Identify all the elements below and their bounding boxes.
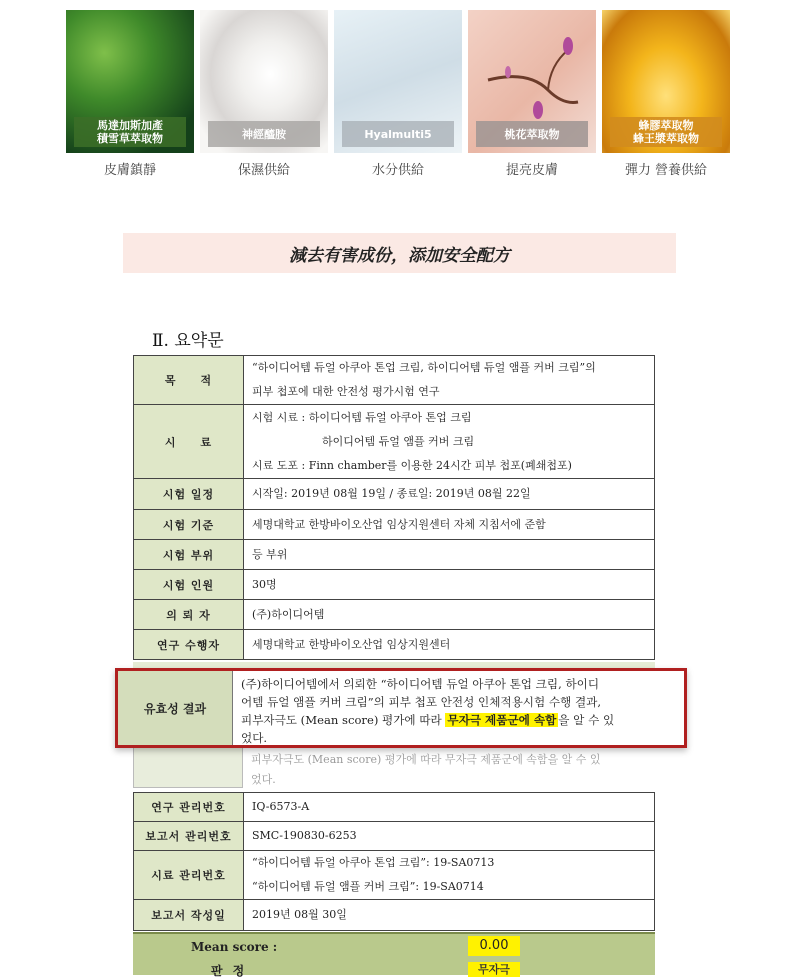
water-photo bbox=[334, 10, 462, 153]
row-label: 시험 일정 bbox=[134, 479, 244, 510]
mean-score-label: Mean score : bbox=[191, 940, 278, 954]
row-value: 30명 bbox=[244, 570, 655, 600]
table-row bbox=[134, 405, 655, 479]
document-heading: Ⅱ. 요약문 bbox=[152, 331, 224, 351]
table-row bbox=[134, 356, 655, 405]
row-value: “하이디어템 듀얼 아쿠아 톤업 크림”: 19-SA0713 “하이디어템 듀얼 앰플 커버 크림”: 19-SA0714 bbox=[244, 851, 655, 900]
summary-table bbox=[133, 355, 655, 660]
ingredient-caption: 水分供給 bbox=[371, 163, 424, 178]
table-row bbox=[134, 630, 655, 660]
ingredient-card bbox=[200, 10, 328, 178]
row-label: 보고서 작성일 bbox=[134, 900, 244, 931]
table-row bbox=[134, 540, 655, 570]
ingredient-caption: 保濕供給 bbox=[237, 163, 290, 178]
table-row bbox=[134, 479, 655, 510]
highlighted-result: 무자극 제품군에 속함 bbox=[447, 713, 557, 727]
mean-score-panel bbox=[133, 932, 655, 978]
row-label: 보고서 관리번호 bbox=[134, 822, 244, 851]
ingredient-card bbox=[468, 10, 596, 178]
row-value: 시험 시료 : 하이디어템 듀얼 아쿠아 톤업 크림 하이디어템 듀얼 앰플 커버 크림 시료 도포 : Finn chamber를 이용한 24시간 피부 첩포(폐쇄첩포) bbox=[244, 405, 655, 479]
ingredient-card bbox=[602, 10, 730, 178]
table-row bbox=[134, 600, 655, 630]
ingredient-tag: 桃花萃取物 bbox=[476, 121, 588, 147]
ingredient-caption: 提亮皮膚 bbox=[505, 163, 558, 178]
table-row bbox=[134, 900, 655, 931]
row-value: 시작일: 2019년 08월 19일 / 종료일: 2019년 08월 22일 bbox=[244, 479, 655, 510]
row-value: (주)하이디어템 bbox=[244, 600, 655, 630]
row-value: SMC-190830-6253 bbox=[244, 822, 655, 851]
row-label: 시험 부위 bbox=[134, 540, 244, 570]
callout-text: (주)하이디어템에서 의뢰한 “하이디어템 듀얼 아쿠아 톤업 크림, 하이디 어템 듀얼 앰플 커버 크림”의 피부 첩포 안전성 인체적용시험 수행 결과, 피부자극도 (Mean score) 평가에 따라 무자극 제품군에 속함 을 알 수 있 었다. bbox=[241, 677, 615, 745]
safety-banner bbox=[123, 233, 676, 273]
ceramide-photo bbox=[200, 10, 328, 153]
row-label: 연구 수행자 bbox=[134, 630, 244, 660]
row-label: 의 뢰 자 bbox=[134, 600, 244, 630]
table-row bbox=[134, 793, 655, 822]
efficacy-result-callout bbox=[115, 668, 687, 748]
ingredient-card bbox=[334, 10, 462, 178]
table-row bbox=[134, 510, 655, 540]
table-row bbox=[134, 822, 655, 851]
row-label: 시 료 bbox=[134, 405, 244, 479]
judgement-value: 무자극 bbox=[468, 962, 520, 977]
mean-score-value: 0.00 bbox=[468, 936, 520, 956]
row-label: 시료 관리번호 bbox=[134, 851, 244, 900]
row-label: 연구 관리번호 bbox=[134, 793, 244, 822]
ingredient-caption: 皮膚鎮靜 bbox=[103, 163, 156, 178]
centella-photo bbox=[66, 10, 194, 153]
banner-text: 減去有害成份，添加安全配方 bbox=[289, 245, 510, 266]
row-label: 시험 기준 bbox=[134, 510, 244, 540]
ingredient-tag: 神經醯胺 bbox=[208, 121, 320, 147]
ingredient-strip bbox=[66, 10, 736, 180]
ingredient-tag: 馬達加斯加產 積雪草萃取物 bbox=[74, 117, 186, 147]
ingredient-card bbox=[66, 10, 194, 178]
summary-table-continued bbox=[133, 792, 655, 931]
judgement-label: 판정 bbox=[211, 964, 255, 978]
row-value: IQ-6573-A bbox=[244, 793, 655, 822]
honey-photo bbox=[602, 10, 730, 153]
row-value: “하이디어템 듀얼 아쿠아 톤업 크림, 하이디어템 듀얼 앰플 커버 크림”의 피부 첩포에 대한 안전성 평가시험 연구 bbox=[244, 356, 655, 405]
row-label: 시험 인원 bbox=[134, 570, 244, 600]
table-row bbox=[134, 851, 655, 900]
row-value: 2019년 08월 30일 bbox=[244, 900, 655, 931]
row-label: 목 적 bbox=[134, 356, 244, 405]
callout-label: 유효성 결과 bbox=[118, 671, 233, 745]
row-value: 세명대학교 한방바이오산업 임상지원센터 bbox=[244, 630, 655, 660]
faded-row-text: 피부자극도 (Mean score) 평가에 따라 무자극 제품군에 속함을 알 수 있 었다. bbox=[251, 753, 601, 786]
ingredient-caption: 彈力 營養供給 bbox=[624, 163, 708, 178]
row-value: 세명대학교 한방바이오산업 임상지원센터 자체 지침서에 준함 bbox=[244, 510, 655, 540]
table-row bbox=[134, 570, 655, 600]
peach-blossom-photo bbox=[468, 10, 596, 153]
ingredient-tag: Hyalmulti5 bbox=[342, 121, 454, 147]
row-value: 등 부위 bbox=[244, 540, 655, 570]
ingredient-tag: 蜂膠萃取物 蜂王漿萃取物 bbox=[610, 117, 722, 147]
